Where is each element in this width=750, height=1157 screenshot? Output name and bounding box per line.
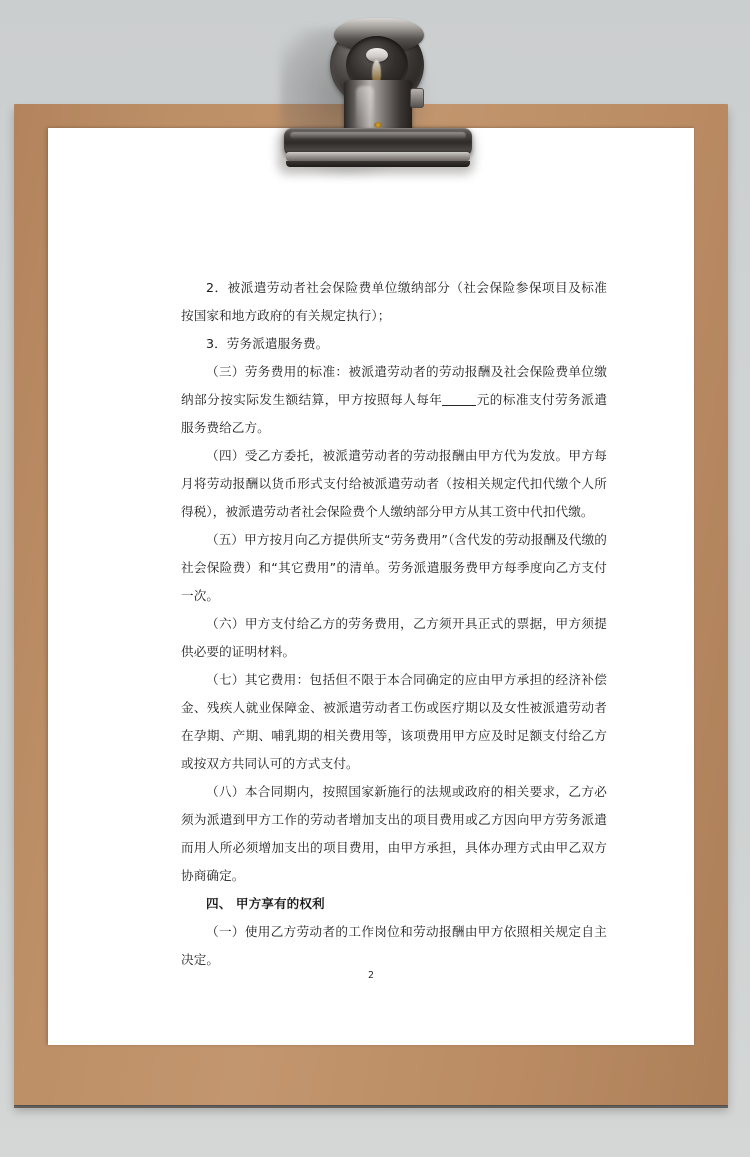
paragraph-item-2: 2．被派遣劳动者社会保险费单位缴纳部分（社会保险参保项目及标准按国家和地方政府的有关规定执行）； (181, 280, 607, 323)
section-heading-4: 四、 甲方享有的权利 (206, 896, 325, 911)
paragraph-clause-6: （六）甲方支付给乙方的劳务费用，乙方须开具正式的票据，甲方须提供必要的证明材料。 (181, 616, 607, 659)
paper-sheet (48, 128, 694, 1045)
paragraph-clause-8: （八）本合同期内，按照国家新施行的法规或政府的相关要求，乙方必须为派遣到甲方工作的劳动者增加支出的项目费用或乙方因向甲方劳务派遣而用人所必须增加支出的项目费用，由甲方承担，具体办理方式由甲乙双方协商确定。 (181, 784, 607, 883)
clause-3-text-after: 元的标准支付劳务派遣服务费给乙方。 (181, 392, 608, 435)
page-number: 2 (367, 970, 375, 981)
paragraph-section-4-item-1: （一）使用乙方劳动者的工作岗位和劳动报酬由甲方依照相关规定自主决定。 (181, 924, 607, 967)
clause-3-text-before: （三）劳务费用的标准：被派遣劳动者的劳动报酬及社会保险费单位缴纳部分按实际发生额结算，甲方按照每人每年 (181, 364, 607, 407)
clipboard-board (14, 104, 728, 1105)
paragraph-item-3: 3．劳务派遣服务费。 (206, 336, 329, 351)
paragraph-clause-5: （五）甲方按月向乙方提供所支“劳务费用”（含代发的劳动报酬及代缴的社会保险费）和“其它费用”的清单。劳务派遣服务费甲方每季度向乙方支付一次。 (181, 532, 607, 603)
paragraph-clause-4: （四）受乙方委托，被派遣劳动者的劳动报酬由甲方代为发放。甲方每月将劳动报酬以货币形式支付给被派遣劳动者（按相关规定代扣代缴个人所得税），被派遣劳动者社会保险费个人缴纳部分甲方从其工资中代扣代缴。 (181, 448, 607, 519)
document-text-body (181, 274, 607, 974)
paragraph-clause-7: （七）其它费用：包括但不限于本合同确定的应由甲方承担的经济补偿金、残疾人就业保障金、被派遣劳动者工伤或医疗期以及女性被派遣劳动者在孕期、产期、哺乳期的相关费用等，该项费用甲方应及时足额支付给乙方或按双方共同认可的方式支付。 (181, 672, 607, 771)
clause-3-blank-field[interactable] (442, 405, 476, 406)
paragraph-clause-3 (181, 358, 607, 442)
